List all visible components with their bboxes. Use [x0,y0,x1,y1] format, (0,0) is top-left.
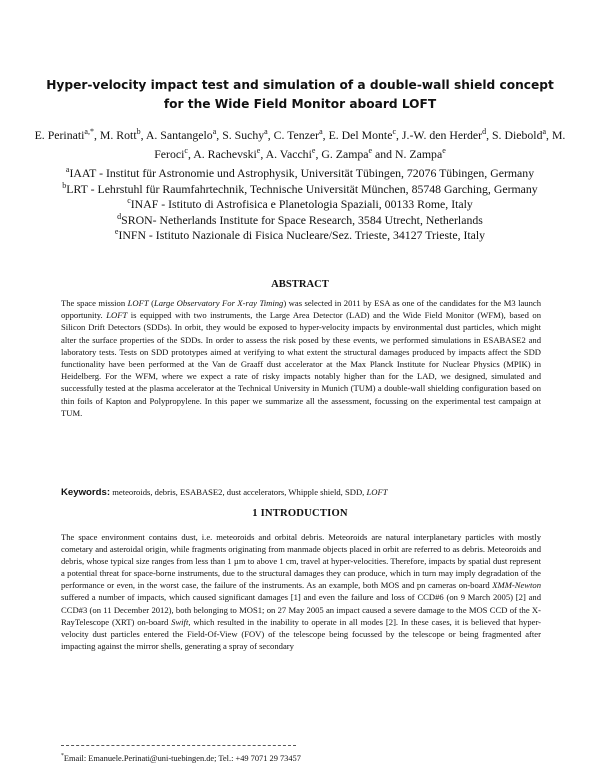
abstract-body: The space mission LOFT (Large Observatory For X-ray Timing) was selected in 2011 by ESA as one of the candidates for the M3 launch opportunity. LOFT is equipped with two instruments, the Large Area Detector (LAD) and the Wide Field Monitor (WFM), based on Silicon Drift Detectors (SDDs). In orbit, they would be exposed to hyper-velocity impacts by environmental dust particles, which might alter the surface properties of the SDDs. In order to assess the risk posed by these events, we performed simulations in ESABASE2 and laboratory tests. Tests on SDD prototypes aimed at verifying to what extent the structural damages produced by impacts affect the SDD functionality have been performed at the Van de Graaff dust accelerator at the Max Planck Institute for Nuclear Physics (MPIK) in Heidelberg. For the WFM, where we expect a rate of risky impacts notably higher than for the LAD, we designed, simulated and successfully tested at the plasma accelerator at the Technical University in Munich (TUM) a double-wall shielding configuration based on thin foils of Kapton and Polypropylene. In this paper we summarize all the assessment, focussing on the experimental test campaign at TUM. [61,298,542,418]
author-affiliation-mark: a [542,127,547,137]
keywords-label: Keywords: [61,487,111,498]
keywords-line [61,487,541,498]
affiliation-line [20,213,580,229]
author-affiliation-mark: a,* [84,127,94,137]
author-affiliation-mark: a [212,127,217,137]
author-name: J.-W. den Herder [401,128,483,142]
author-affiliation-mark: e [442,146,446,156]
abstract-heading: ABSTRACT [271,279,329,290]
affiliation-text: INFN - Istituto Nazionale di Fisica Nucleare/Sez. Trieste, 34127 Trieste, Italy [118,228,486,242]
affiliation-line [20,197,580,213]
keywords-text: meteoroids, debris, ESABASE2, dust accelerators, Whipple shield, SDD, [110,487,367,497]
author-name: S. Suchy [222,128,265,142]
footnote [61,754,541,763]
footnote-divider [61,745,296,746]
footnote-mark: * [61,753,64,760]
author-affiliation-mark: c [184,146,188,156]
affiliation-mark: a [65,165,70,175]
affiliation-list [20,166,580,244]
keywords-last: LOFT [366,487,388,497]
author-name: M. Rott [99,128,137,142]
author-affiliation-mark: b [136,127,141,137]
footnote-text: Email: Emanuele.Perinati@uni-tuebingen.de; Tel.: +49 7071 29 73457 [63,754,301,763]
author-name: C. Tenzer [273,128,320,142]
affiliation-text: INAF - Istituto di Astrofisica e Planetologia Spaziali, 00133 Rome, Italy [130,197,473,211]
author-name: S. Diebold [492,128,543,142]
author-name: G. Zampa [321,147,369,161]
author-name: E. Perinati [34,128,85,142]
affiliation-mark: d [117,211,122,221]
affiliation-text: SRON- Netherlands Institute for Space Research, 3584 Utrecht, Netherlands [121,212,483,227]
author-name: A. Santangelo [145,128,213,142]
author-name: A. Vacchi [265,147,312,161]
author-name: N. Zampa [395,147,443,161]
author-affiliation-mark: e [256,146,261,156]
affiliation-line [20,228,580,244]
affiliation-mark: e [114,227,119,237]
author-affiliation-mark: a [264,127,268,137]
author-affiliation-mark: a [319,127,323,137]
affiliation-mark: c [127,196,131,206]
author-name: A. Rachevski [193,147,257,161]
introduction-body: The space environment contains dust, i.e. meteoroids and orbital debris. Meteoroids are natural interplanetary particles with mostly cometary and asteroidal origin, while fragments originating from manmade objects placed in orbit are referred to as debris. Meteoroids and debris, whose typical size ranges from less than 1 µm to above 1 cm, travel at hyper-velocities. Therefore, impacts by spatial dust represent a potential threat for space-borne instruments, due to the structural damages they can produce, which in turn may imply degradation of the performance or even, in the worst case, the failure of the instruments. As an example, both MOS and pn cameras on-board XMM-Newton suffered a number of impacts, which caused significant damages [1] and even the failure and loss of CCD#6 (on 9 March 2005) [2] and CCD#3 (on 11 December 2012), both belonging to MOS1; on 27 May 2005 an impact caused a severe damage to the MOS CCD of the X-RayTelescope (XRT) on-board Swift, which resulted in the inability to operate in all modes [2]. In these cases, it is believed that hyper-velocity dust particles entered the Field-Of-View (FOV) of the telescope being focussed by the telescope or being fragmented after impacting against the mirror shells, generating a spray of secondary [61,532,541,651]
affiliation-text: IAAT - Institut für Astronomie und Astrophysik, Universität Tübingen, 72076 Tübingen, Germany [69,166,535,180]
section-heading-introduction: 1 INTRODUCTION [252,508,348,519]
author-affiliation-mark: c [392,127,397,137]
author-affiliation-mark: d [482,127,487,137]
affiliation-mark: b [62,180,67,190]
paper-title: Hyper-velocity impact test and simulation of a double-wall shield concept for the Wide Field Monitor aboard LOFT [46,78,554,111]
author-name: E. Del Monte [328,128,393,142]
author-affiliation-mark: e [368,146,373,156]
affiliation-line [20,182,580,198]
affiliation-text: LRT - Lehrstuhl für Raumfahrtechnik, Technische Universität München, 85748 Garching, Germany [66,181,538,196]
author-affiliation-mark: e [311,146,316,156]
author-list: E. Perinati$^{a,*}$, M. Rott$^b$, A. Santangelo$^a$, S. Suchy$^a$, C. Tenzer$^a$, E. Del Monte$^c$, J.-W. den Herder$^d$, S. Diebold$^a$, M. Feroci$^c$, A. Rachevski$^e$, A. Vacchi$^e$, G. Zampa$^e$ and N. Zampa$^e$ [34,127,566,161]
author-name: M. Feroci [154,128,566,161]
affiliation-line [20,166,580,182]
